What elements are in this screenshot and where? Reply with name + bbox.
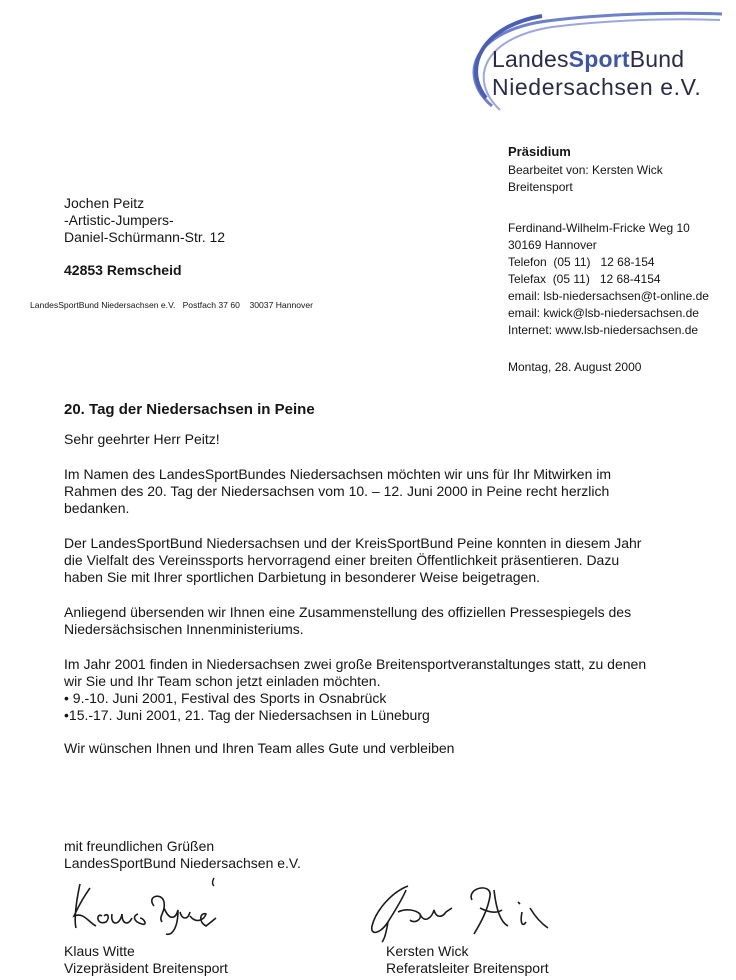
letter-subject: 20. Tag der Niedersachsen in Peine	[64, 401, 315, 418]
sender-phone: Telefon (05 11) 12 68-154	[508, 255, 655, 269]
recipient-street: Daniel-Schürmann-Str. 12	[64, 229, 226, 245]
closing-greeting: mit freundlichen Grüßen	[64, 838, 215, 854]
signatory-name: Kersten Wick	[386, 943, 469, 959]
sender-street: Ferdinand-Wilhelm-Fricke Weg 10	[508, 221, 690, 235]
recipient-address	[64, 195, 225, 279]
sender-city: 30169 Hannover	[508, 238, 597, 252]
list-item: • 9.-10. Juni 2001, Festival des Sports in Osnabrück	[64, 690, 387, 706]
signature-klaus-witte	[66, 872, 226, 940]
sender-handled-by: Bearbeitet von: Kersten Wick	[508, 163, 663, 177]
paragraph-2: Der LandesSportBund Niedersachsen und der KreisSportBund Peine konnten in diesem Jahr die Vielfalt des Vereinssports hervorragend einer breiten Öffentlichkeit präsentieren. Dazu haben Sie mit Ihrer sportlichen Darbietung in besonderer Weise beigetragen.	[64, 535, 642, 585]
signatory-2	[386, 943, 549, 977]
paragraph-1: Im Namen des LandesSportBundes Niedersachsen möchten wir uns für Ihr Mitwirken im Rahmen des 20. Tag der Niedersachsen vom 10. – 12. Juni 2000 in Peine recht herzlich bedanken.	[64, 466, 612, 516]
letter-body	[64, 431, 654, 775]
paragraph-3: Anliegend übersenden wir Ihnen eine Zusammenstellung des offiziellen Pressespiegels des Niedersächsischen Innenministeriums.	[64, 604, 632, 637]
logo-subtitle: Niedersachsen e.V.	[492, 74, 702, 100]
paragraph-5: Wir wünschen Ihnen und Ihren Team alles Gute und verbleiben	[64, 740, 455, 756]
recipient-city: 42853 Remscheid	[64, 262, 182, 278]
signature-kersten-wick	[362, 878, 562, 944]
sender-email-1: email: lsb-niedersachsen@t-online.de	[508, 289, 709, 303]
signatory-title: Vizepräsident Breitensport	[64, 960, 228, 976]
sender-block	[508, 143, 734, 376]
sender-email-2: email: kwick@lsb-niedersachsen.de	[508, 306, 699, 320]
list-item: •15.-17. Juni 2001, 21. Tag der Niedersachsen in Lüneburg	[64, 707, 430, 723]
letter-date: Montag, 28. August 2000	[508, 360, 642, 374]
logo-title: LandesSportBund	[492, 46, 685, 72]
sender-heading: Präsidium	[508, 144, 571, 159]
organization-logo	[452, 6, 732, 116]
recipient-group: -Artistic-Jumpers-	[64, 212, 174, 228]
sender-internet: Internet: www.lsb-niedersachsen.de	[508, 323, 699, 337]
closing	[64, 838, 301, 872]
sender-department: Breitensport	[508, 180, 573, 194]
signatory-1	[64, 943, 228, 977]
signatory-name: Klaus Witte	[64, 943, 135, 959]
return-address: LandesSportBund Niedersachsen e.V. Postfach 37 60 30037 Hannover	[30, 300, 313, 310]
closing-org: LandesSportBund Niedersachsen e.V.	[64, 855, 301, 871]
salutation: Sehr geehrter Herr Peitz!	[64, 431, 220, 447]
recipient-name: Jochen Peitz	[64, 195, 145, 211]
sender-fax: Telefax (05 11) 12 68-4154	[508, 272, 661, 286]
paragraph-4: Im Jahr 2001 finden in Niedersachsen zwei große Breitensportveranstaltunges statt, zu denen wir Sie und Ihr Team schon jetzt einladen möchten.	[64, 656, 647, 689]
signatory-title: Referatsleiter Breitensport	[386, 960, 549, 976]
